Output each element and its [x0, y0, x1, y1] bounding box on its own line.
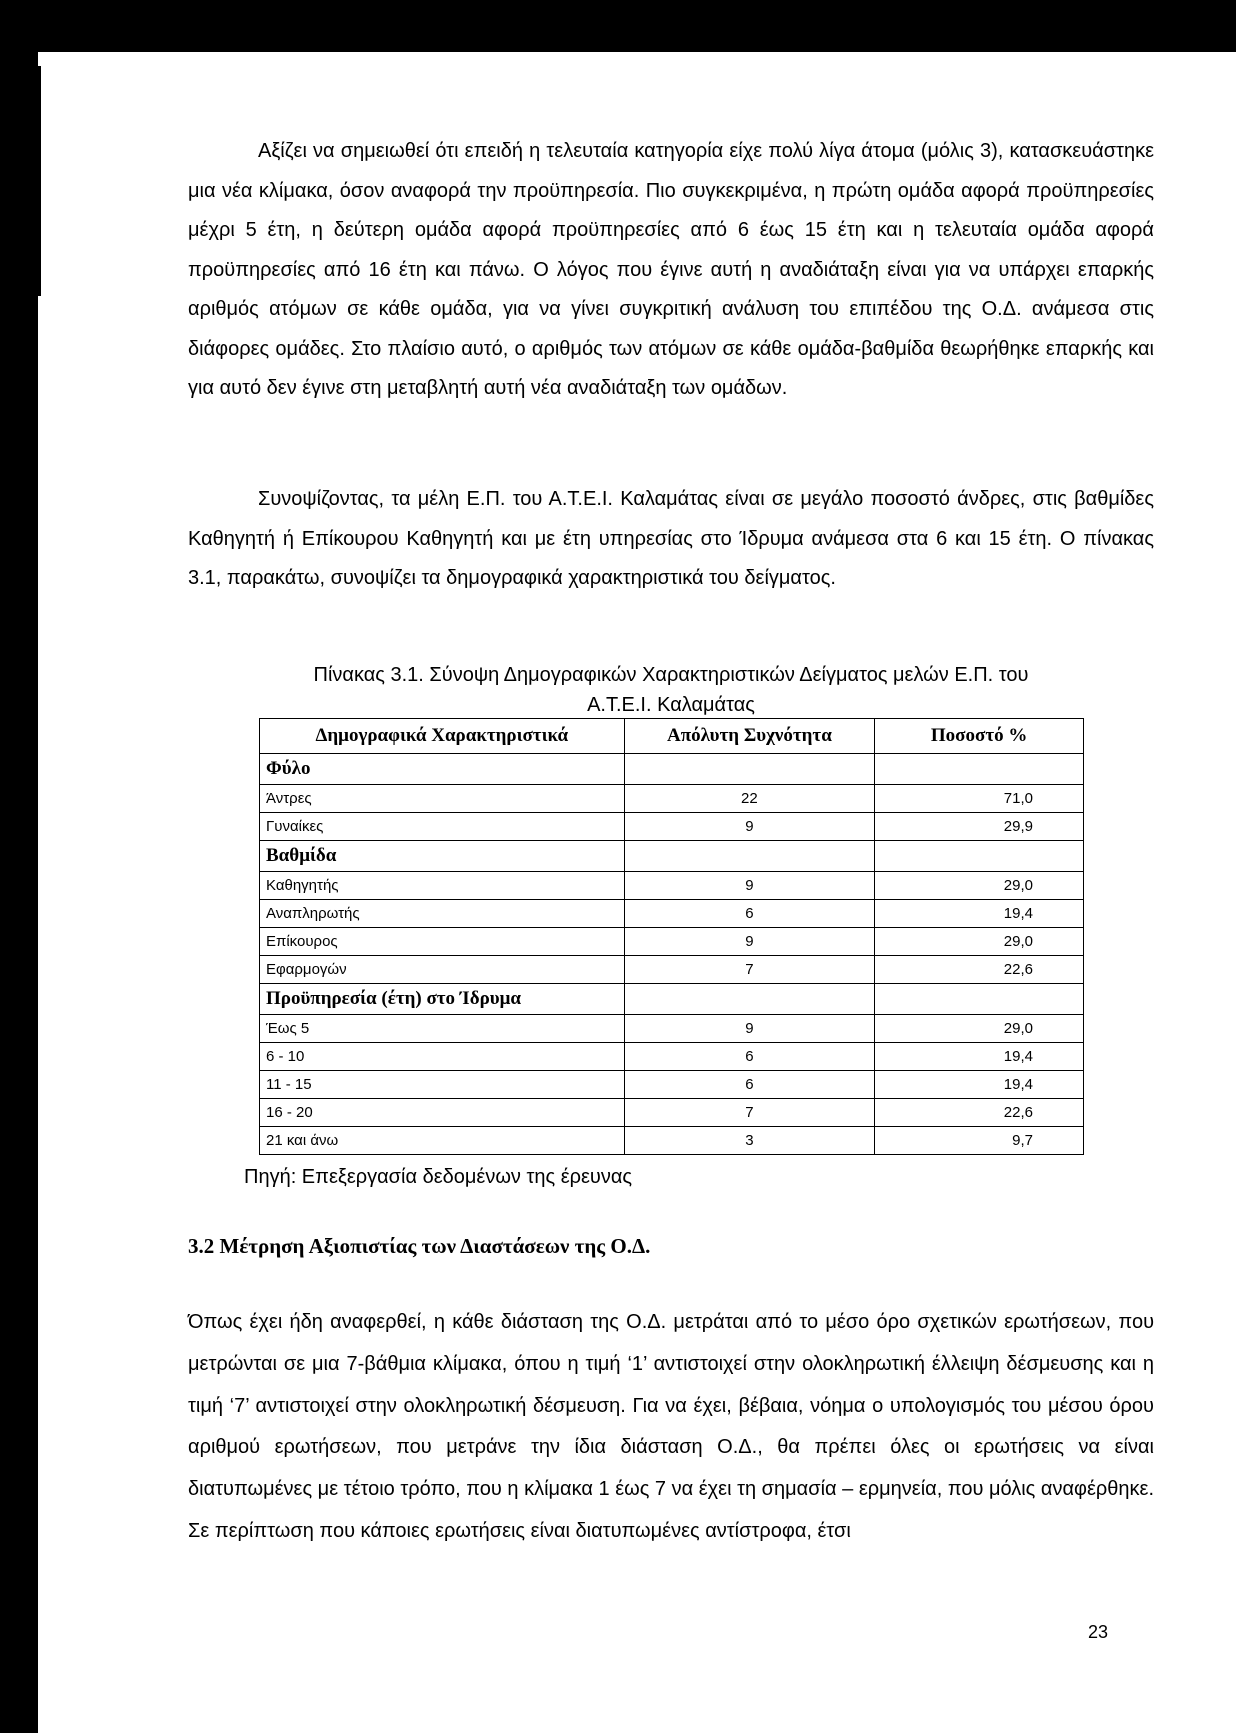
row-percentage: 22,6	[875, 956, 1084, 984]
row-frequency: 3	[624, 1127, 875, 1155]
row-frequency: 7	[624, 1099, 875, 1127]
demographics-table	[259, 718, 1084, 1155]
group-row-service-years	[260, 984, 1084, 1015]
row-label: Επίκουρος	[260, 928, 625, 956]
group-title: Βαθμίδα	[260, 841, 625, 872]
row-frequency: 6	[624, 900, 875, 928]
row-percentage: 19,4	[875, 900, 1084, 928]
document-page	[38, 52, 1236, 1733]
row-percentage: 71,0	[875, 785, 1084, 813]
table-row	[260, 1127, 1084, 1155]
row-label: Αναπληρωτής	[260, 900, 625, 928]
table-row	[260, 956, 1084, 984]
table-header-row	[260, 719, 1084, 754]
table-row	[260, 1071, 1084, 1099]
header-characteristics: Δημογραφικά Χαρακτηριστικά	[260, 719, 625, 754]
caption-line-2: Α.Τ.Ε.Ι. Καλαμάτας	[587, 694, 755, 716]
row-percentage: 29,0	[875, 872, 1084, 900]
row-frequency: 9	[624, 928, 875, 956]
paragraph-text: Όπως έχει ήδη αναφερθεί, η κάθε διάσταση της Ο.Δ. μετράται από το μέσο όρο σχετικών ερωτήσεων, που μετρώνται σε μια 7-βάθμια κλίμακα, όπου η τιμή ‘1’ αντιστοιχεί στην ολοκληρωτική έλλειψη δέσμευσης και η τιμή ‘7’ αντιστοιχεί στην ολοκληρωτική δέσμευση. Για να έχει, βέβαια, νόημα ο υπολογισμός του μέσου όρου αριθμού ερωτήσεων, που μετράνε την ίδια διάσταση Ο.Δ., θα πρέπει όλες οι ερωτήσεις να είναι διατυπωμένες με τέτοιο τρόπο, που η κλίμακα 1 έως 7 να έχει τη σημασία – ερμηνεία, που μόλις αναφέρθηκε. Σε περίπτωση που κάποιες ερωτήσεις είναι διατυπωμένες αντίστροφα, έτσι	[188, 1311, 1154, 1542]
page-number: 23	[1088, 1622, 1109, 1642]
table-row	[260, 900, 1084, 928]
row-label: Άντρες	[260, 785, 625, 813]
row-percentage: 29,0	[875, 928, 1084, 956]
paragraph-group-rearrangement	[188, 132, 1154, 409]
table-row	[260, 813, 1084, 841]
row-percentage: 29,0	[875, 1015, 1084, 1043]
row-label: 21 και άνω	[260, 1127, 625, 1155]
table-row	[260, 872, 1084, 900]
row-frequency: 7	[624, 956, 875, 984]
row-frequency: 6	[624, 1071, 875, 1099]
paragraph-text: Συνοψίζοντας, τα μέλη Ε.Π. του Α.Τ.Ε.Ι. Καλαμάτας είναι σε μεγάλο ποσοστό άνδρες, στις βαθμίδες Καθηγητή ή Επίκουρου Καθηγητή και με έτη υπηρεσίας στο Ίδρυμα ανάμεσα στα 6 και 15 έτη. Ο πίνακας 3.1, παρακάτω, συνοψίζει τα δημογραφικά χαρακτηριστικά του δείγματος.	[188, 488, 1154, 589]
row-label: Καθηγητής	[260, 872, 625, 900]
table-row	[260, 928, 1084, 956]
caption-line-1: Πίνακας 3.1. Σύνοψη Δημογραφικών Χαρακτηριστικών Δείγματος μελών Ε.Π. του	[313, 664, 1029, 686]
section-heading: 3.2 Μέτρηση Αξιοπιστίας των Διαστάσεων της Ο.Δ.	[188, 1234, 651, 1258]
row-frequency: 22	[624, 785, 875, 813]
group-row-rank	[260, 841, 1084, 872]
table-source-note: Πηγή: Επεξεργασία δεδομένων της έρευνας	[244, 1166, 633, 1188]
margin-rule	[38, 66, 41, 296]
row-label: 6 - 10	[260, 1043, 625, 1071]
row-percentage: 22,6	[875, 1099, 1084, 1127]
group-title: Προϋπηρεσία (έτη) στο Ίδρυμα	[260, 984, 625, 1015]
row-percentage: 19,4	[875, 1043, 1084, 1071]
row-percentage: 29,9	[875, 813, 1084, 841]
row-label: 16 - 20	[260, 1099, 625, 1127]
row-percentage: 9,7	[875, 1127, 1084, 1155]
paragraph-measurement	[188, 1302, 1154, 1553]
row-frequency: 9	[624, 813, 875, 841]
group-row-gender	[260, 754, 1084, 785]
table-row	[260, 1099, 1084, 1127]
row-label: Έως 5	[260, 1015, 625, 1043]
row-frequency: 9	[624, 1015, 875, 1043]
table-row	[260, 785, 1084, 813]
group-title: Φύλο	[260, 754, 625, 785]
header-frequency: Απόλυτη Συχνότητα	[624, 719, 875, 754]
table-row	[260, 1015, 1084, 1043]
table-row	[260, 1043, 1084, 1071]
paragraph-text: Αξίζει να σημειωθεί ότι επειδή η τελευταία κατηγορία είχε πολύ λίγα άτομα (μόλις 3), κατασκευάστηκε μια νέα κλίμακα, όσον αναφορά την προϋπηρεσία. Πιο συγκεκριμένα, η πρώτη ομάδα αφορά προϋπηρεσίες μέχρι 5 έτη, η δεύτερη ομάδα αφορά προϋπηρεσίες από 6 έως 15 έτη και η τελευταία ομάδα αφορά προϋπηρεσίες από 16 έτη και πάνω. Ο λόγος που έγινε αυτή η αναδιάταξη είναι για να υπάρχει επαρκής αριθμός ατόμων σε κάθε ομάδα, για να γίνει συγκριτική ανάλυση του επιπέδου της Ο.Δ. ανάμεσα στις διάφορες ομάδες. Στο πλαίσιο αυτό, ο αριθμός των ατόμων σε κάθε ομάδα-βαθμίδα θεωρήθηκε επαρκής και για αυτό δεν έγινε στη μεταβλητή αυτή νέα αναδιάταξη των ομάδων.	[188, 140, 1154, 399]
row-label: Γυναίκες	[260, 813, 625, 841]
paragraph-summary	[188, 480, 1154, 599]
row-frequency: 9	[624, 872, 875, 900]
row-percentage: 19,4	[875, 1071, 1084, 1099]
header-percentage: Ποσοστό %	[875, 719, 1084, 754]
row-label: Εφαρμογών	[260, 956, 625, 984]
row-label: 11 - 15	[260, 1071, 625, 1099]
table-caption	[188, 660, 1154, 720]
row-frequency: 6	[624, 1043, 875, 1071]
